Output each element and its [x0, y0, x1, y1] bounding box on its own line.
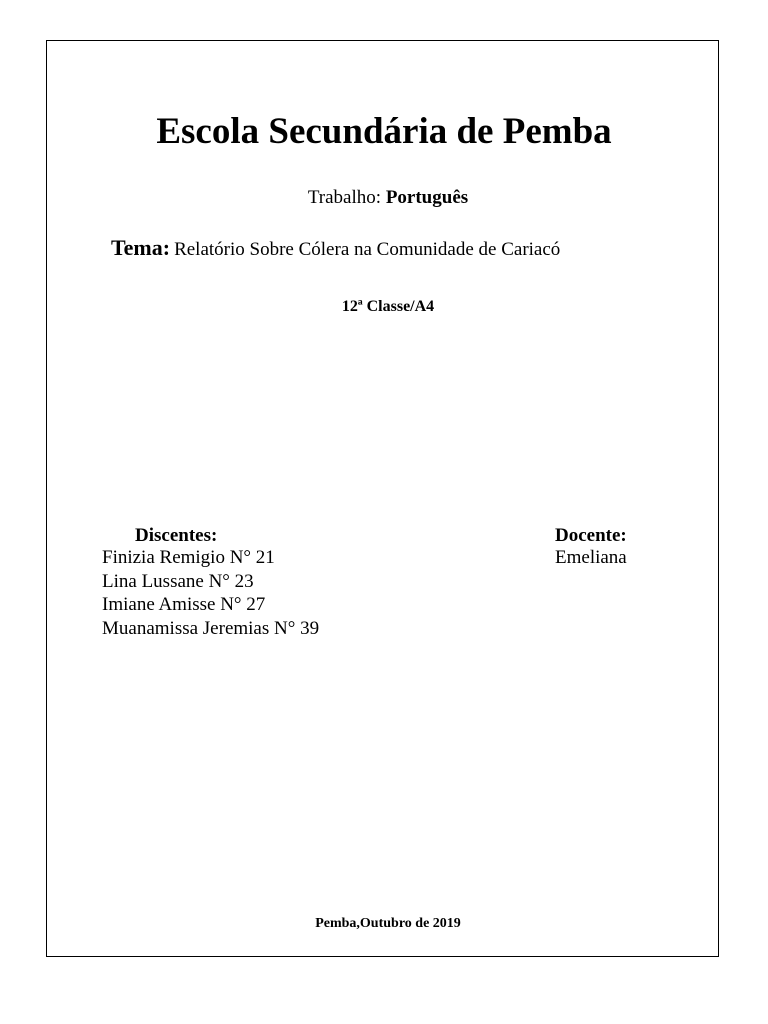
- subject-line: [0, 186, 768, 210]
- theme-label: Tema:: [111, 235, 171, 260]
- theme-line: [111, 234, 560, 265]
- student-list: [102, 546, 319, 640]
- list-item: Muanamissa Jeremias N° 39: [102, 617, 320, 639]
- class-label: 12ª Classe/A4: [341, 298, 435, 315]
- theme-value: Relatório Sobre Cólera na Comunidade de Cariacó: [174, 239, 561, 260]
- students-heading: Discentes:: [135, 525, 218, 546]
- school-title: Escola Secundária de Pemba: [156, 111, 612, 152]
- subject-value: Português: [385, 187, 469, 208]
- teacher-name: Emeliana: [555, 547, 627, 568]
- place-date: Pemba,Outubro de 2019: [315, 916, 461, 931]
- page-border: [46, 40, 719, 957]
- list-item: Imiane Amisse N° 27: [102, 594, 266, 615]
- list-item: Lina Lussane N° 23: [102, 570, 254, 592]
- list-item: Finizia Remigio N° 21: [102, 547, 275, 568]
- teacher-heading: Docente:: [555, 525, 627, 546]
- subject-label: Trabalho:: [307, 187, 382, 208]
